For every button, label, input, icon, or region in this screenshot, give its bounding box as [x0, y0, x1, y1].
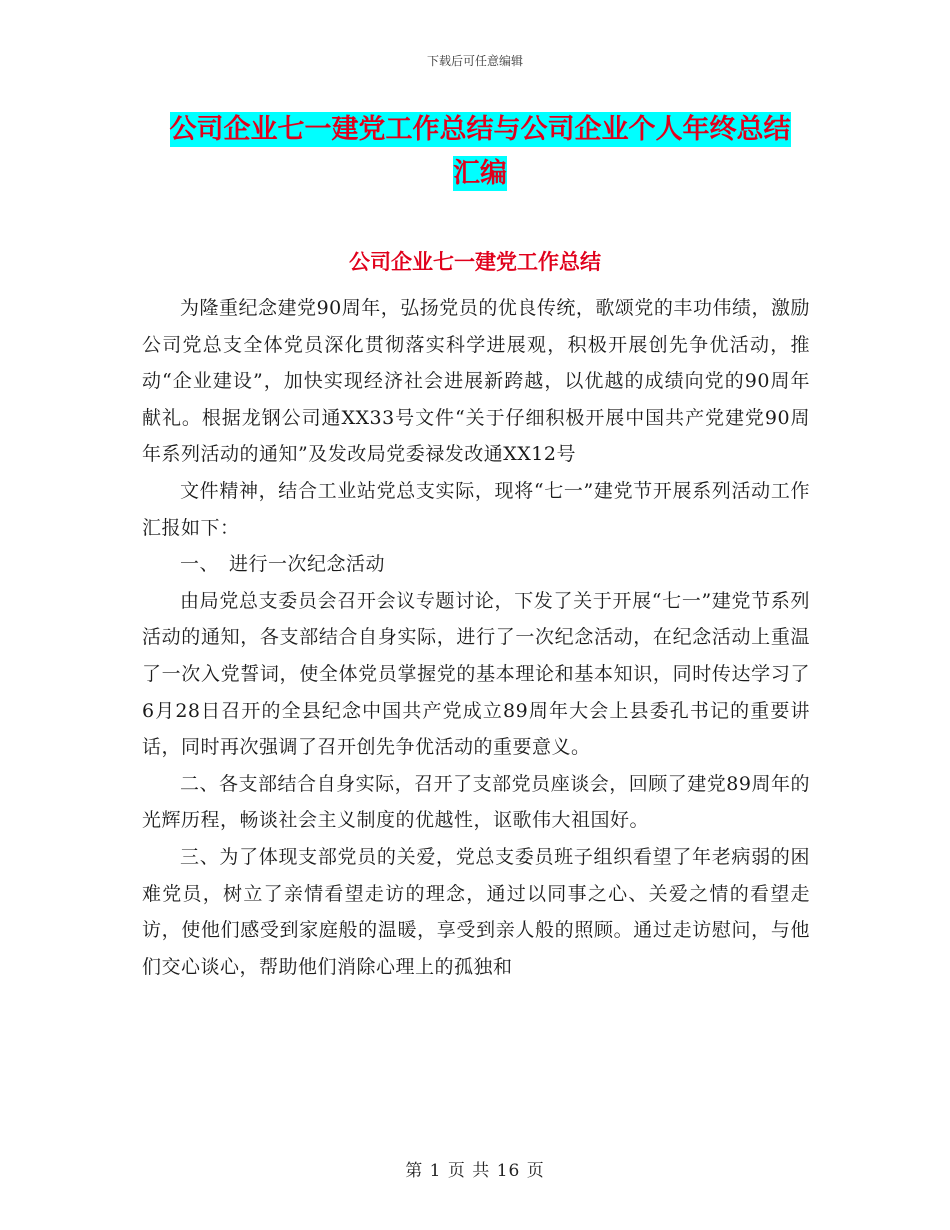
paragraph: 三、为了体现支部党员的关爱，党总支委员班子组织看望了年老病弱的困难党员，树立了亲情看望走访的理念，通过以同事之心、关爱之情的看望走访，使他们感受到家庭般的温暖，享受到亲人般的照顾。通过走访慰问，与他们交心谈心，帮助他们消除心理上的孤独和 — [142, 845, 810, 978]
document-title-line2: 汇编 — [453, 158, 507, 189]
header-note: 下载后可任意编辑 — [426, 54, 523, 68]
document-title — [150, 108, 810, 196]
paragraph: 为隆重纪念建党90周年，弘扬党员的优良传统，歌颂党的丰功伟绩，激励公司党总支全体党员深化贯彻落实科学进展观，积极开展创先争优活动，推动“企业建设”，加快实现经济社会进展新跨越，以优越的成绩向党的90周年献礼。根据龙钢公司通XX33号文件“关于仔细积极开展中国共产党建党90周年系列活动的通知”及发改局党委禄发改通XX12号 — [142, 297, 810, 466]
body-text — [142, 290, 810, 985]
paragraph: 由局党总支委员会召开会议专题讨论，下发了关于开展“七一”建党节系列活动的通知，各支部结合自身实际，进行了一次纪念活动，在纪念活动上重温了一次入党誓词，使全体党员掌握党的基本理论和基本知识，同时传达学习了6月28日召开的全县纪念中国共产党成立89周年大会上县委孔书记的重要讲话，同时再次强调了召开创先争优活动的重要意义。 — [142, 589, 810, 759]
paragraph: 文件精神，结合工业站党总支实际，现将“七一”建党节开展系列活动工作汇报如下： — [142, 479, 810, 539]
page-footer: 第 1 页 共 16 页 — [405, 1161, 545, 1181]
document-title-line1: 公司企业七一建党工作总结与公司企业个人年终总结 — [169, 114, 791, 145]
paragraph: 一、 进行一次纪念活动 — [180, 553, 386, 576]
paragraph: 二、各支部结合自身实际，召开了支部党员座谈会，回顾了建党89周年的光辉历程，畅谈社会主义制度的优越性，讴歌伟大祖国好。 — [142, 772, 810, 832]
section-title: 公司企业七一建党工作总结 — [349, 250, 601, 274]
